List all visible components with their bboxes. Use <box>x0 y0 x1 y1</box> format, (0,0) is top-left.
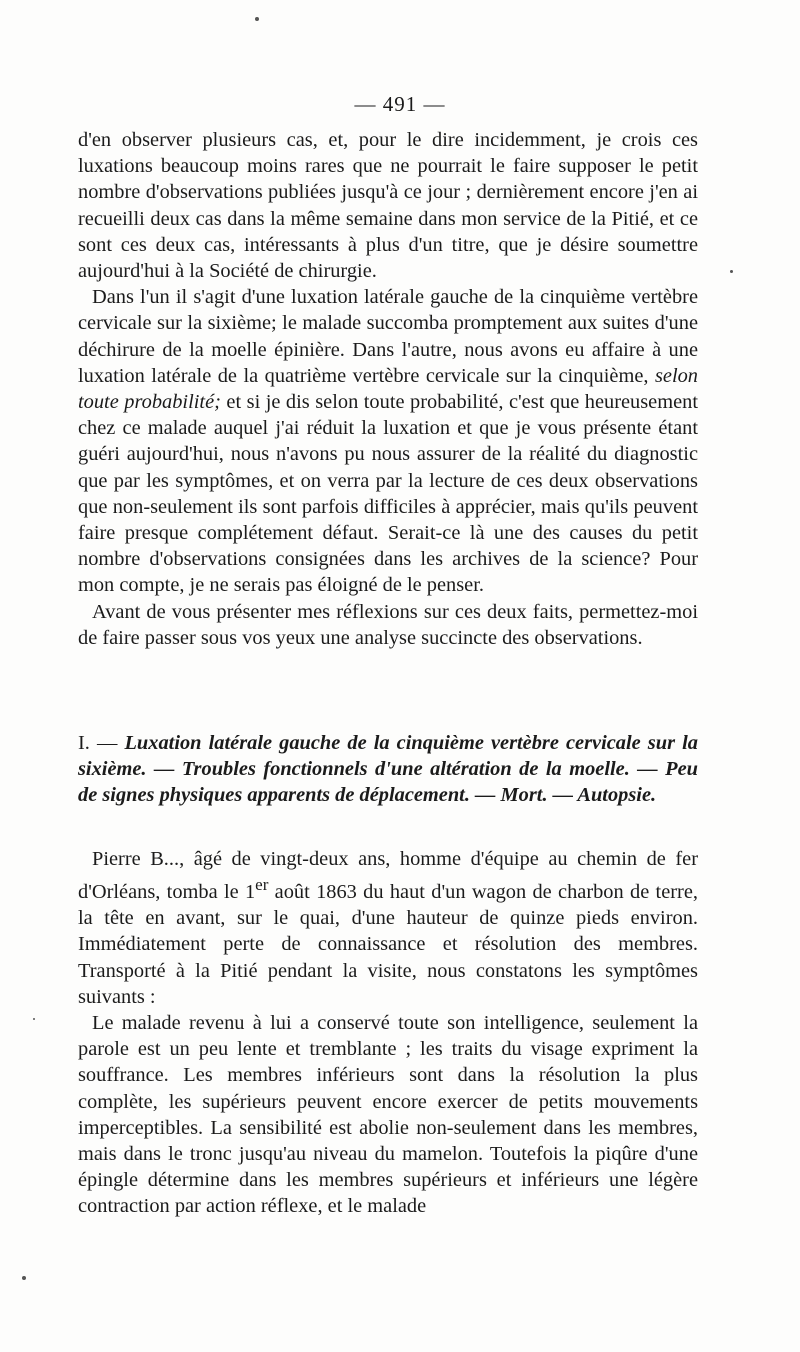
paper-speck <box>730 270 733 273</box>
paragraph-2-italic: selon toute probabilité; <box>78 364 698 414</box>
paragraph-5: Le malade revenu à lui a conservé toute son intelligence, seulement la parole est un peu lente et tremblante ; les traits du visage expriment la souffrance. Les membres inférieurs sont dans la résolution la plus complète, les supérieurs peuvent encore exercer de petits mouvements imperceptibles. La sensibilité est abolie non-seulement dans les membres, mais dans le tronc jusqu'au niveau du mamelon. Toutefois la piqûre d'une épingle détermine dans les membres supérieurs et inférieurs une légère contraction par action réflexe, et le malade <box>78 1012 698 1218</box>
observation-heading <box>78 730 698 809</box>
paragraph-2-text-a: Dans l'un il s'agit d'une luxation latérale gauche de la cinquième vertèbre cervicale sur la sixième; le malade succomba promptement aux suites d'une déchirure de la moelle épinière. Dans l'autre, nous avons eu affaire à une luxation latérale de la quatrième vertèbre cervicale sur la cinquième, <box>78 286 698 387</box>
observation-heading-line <box>78 730 698 809</box>
paragraph-4-text-b: août 1863 du haut d'un wagon de charbon de terre, la tête en avant, sur le quai, d'une hauteur de quinze pieds environ. Immédiatement perte de connaissance et résolution des membres. Transporté à la Pitié pendant la visite, nous constatons les symptômes suivants : <box>78 881 698 1008</box>
paper-speck <box>22 1276 26 1280</box>
observation-text-block <box>78 846 698 1220</box>
observation-title: Luxation latérale gauche de la cinquième vertèbre cervicale sur la sixième. — Troubles fonctionnels d'une altération de la moelle. — Peu de signes physiques apparents de déplacement. — Mort. — Autopsie. <box>78 732 698 807</box>
paragraph-4-superscript: er <box>255 875 269 895</box>
observation-number: I. — <box>78 732 118 754</box>
paragraph-4-text-a: Pierre B..., âgé de vingt-deux ans, homme d'équipe au chemin de fer d'Orléans, tomba le 1 <box>78 848 698 903</box>
page-number: — 491 — <box>354 92 446 116</box>
paragraph-1: d'en observer plusieurs cas, et, pour le dire incidemment, je crois ces luxations beaucoup moins rares que ne pourrait le faire supposer le petit nombre d'observations publiées jusqu'à ce jour ; dernièrement encore j'en ai recueilli deux cas dans la même semaine dans mon service de la Pitié, et ce sont ces deux cas, intéressants à plus d'un titre, que je désire soumettre aujourd'hui à la Société de chirurgie. <box>78 129 698 283</box>
paragraph-4 <box>78 846 698 1010</box>
intro-text-block <box>78 127 698 651</box>
paper-speck <box>255 17 259 21</box>
paragraph-2 <box>78 284 698 598</box>
paragraph-3: Avant de vous présenter mes réflexions sur ces deux faits, permettez-moi de faire passer sous vos yeux une analyse succincte des observations. <box>78 600 698 649</box>
paper-speck <box>33 1018 35 1020</box>
paragraph-2-text-b: et si je dis selon toute probabilité, c'est que heureusement chez ce malade auquel j'ai réduit la luxation et que je vous présente étant guéri aujourd'hui, nous n'avons pu nous assurer de la réalité du diagnostic que par les symptômes, et on verra par la lecture de ces deux observations que non-seulement ils sont parfois difficiles à apprécier, mais qu'ils peuvent faire presque complétement défaut. Serait-ce là une des causes du petit nombre d'observations consignées dans les archives de la science? Pour mon compte, je ne serais pas éloigné de le penser. <box>78 391 698 597</box>
